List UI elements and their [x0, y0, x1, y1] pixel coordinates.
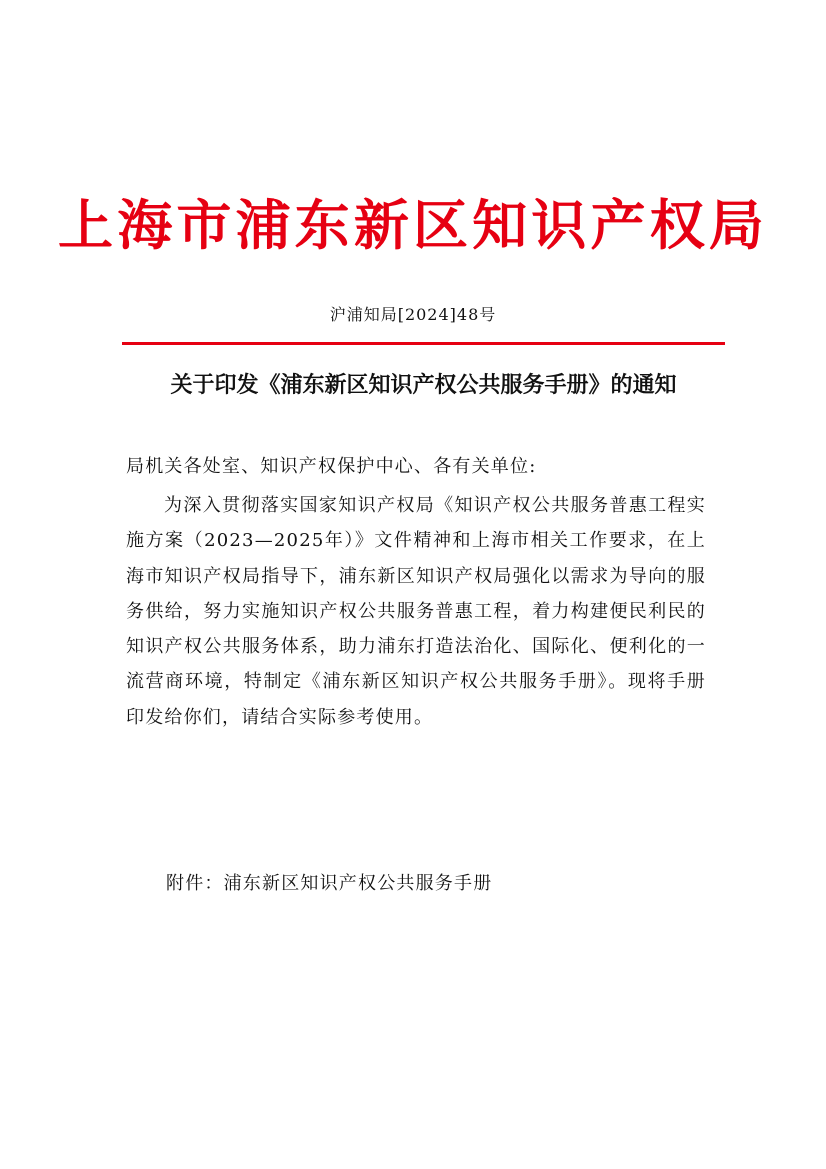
- document-number: 沪浦知局[2024]48号: [329, 305, 497, 324]
- salutation: 局机关各处室、知识产权保护中心、各有关单位:: [126, 456, 537, 477]
- masthead-agency-name: 上海市浦东新区知识产权局: [58, 194, 768, 257]
- attachment-line: 附件：浦东新区知识产权公共服务手册: [166, 873, 493, 894]
- body-paragraph: 为深入贯彻落实国家知识产权局《知识产权公共服务普惠工程实施方案（2023—2025年）》文件精神和上海市相关工作要求，在上海市知识产权局指导下，浦东新区知识产权局强化以需求为导向的服务供给，努力实施知识产权公共服务普惠工程，着力构建便民利民的知识产权公共服务体系，助力浦东打造法治化、国际化、便利化的一流营商环境，特制定《浦东新区知识产权公共服务手册》。现将手册印发给你们，请结合实际参考使用。: [126, 495, 706, 728]
- notice-title: 关于印发《浦东新区知识产权公共服务手册》的通知: [170, 372, 677, 398]
- red-divider-line: [122, 342, 725, 345]
